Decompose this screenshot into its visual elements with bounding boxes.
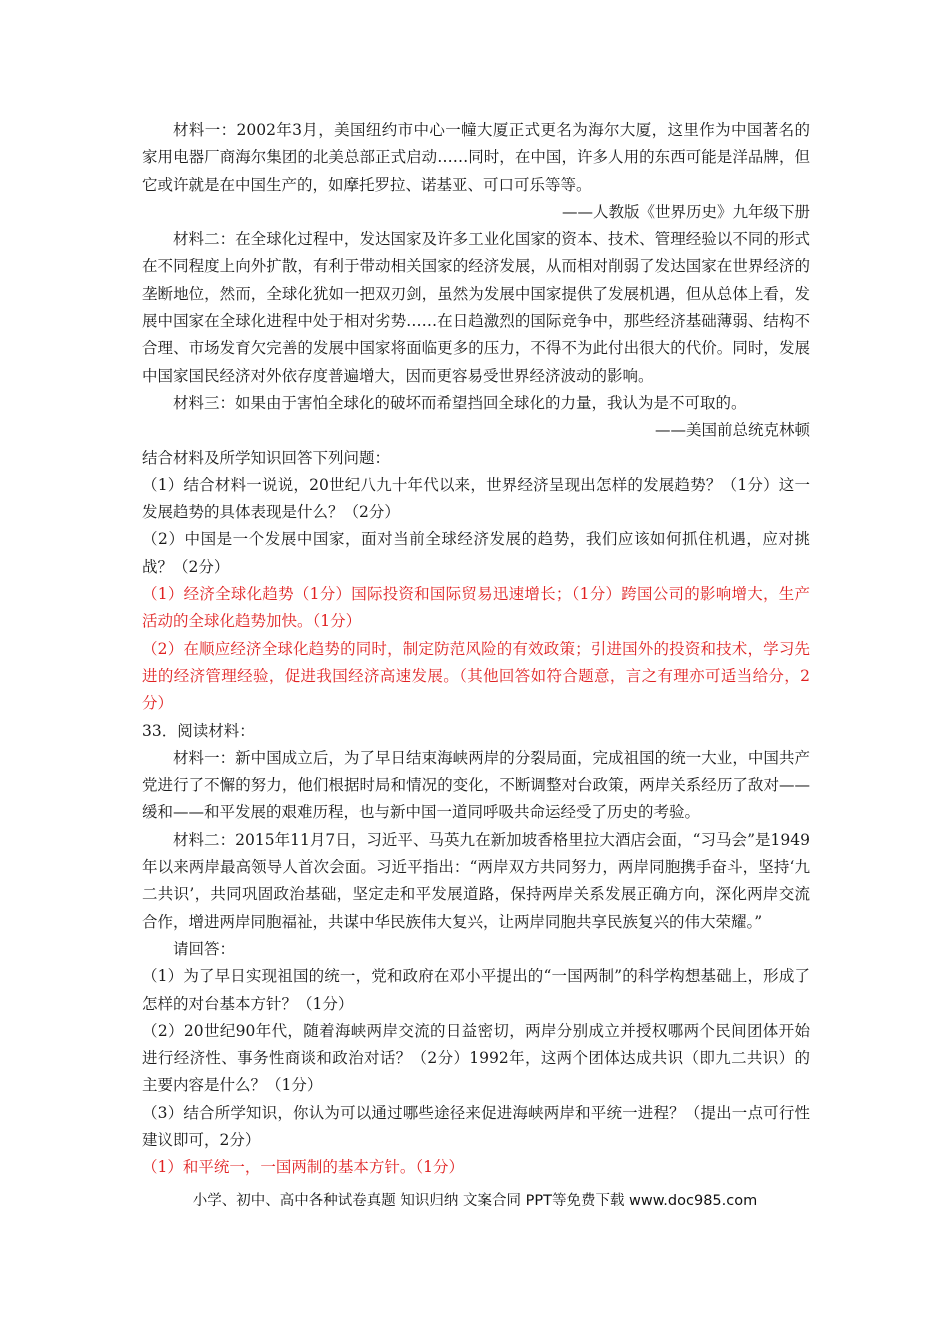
q32-material-3: 材料三：如果由于害怕全球化的破坏而希望挡回全球化的力量，我认为是不可取的。 [173, 393, 747, 412]
q32-prompt: 结合材料及所学知识回答下列问题： [142, 448, 391, 467]
q32-question-1: （1）结合材料一说说，20世纪八九十年代以来，世界经济呈现出怎样的发展趋势？（1分）这一发展趋势的具体表现是什么？（2分） [142, 475, 810, 522]
q33-question-3: （3）结合所学知识，你认为可以通过哪些途径来促进海峡两岸和平统一进程？（提出一点可行性建议即可，2分） [142, 1103, 810, 1149]
q32-material-1-source: ——人教版《世界历史》九年级下册 [561, 202, 810, 221]
q32-answer-1: （1）经济全球化趋势（1分）国际投资和国际贸易迅速增长；（1分）跨国公司的影响增大，生产活动的全球化趋势加快。（1分） [142, 585, 810, 631]
q32-question-2: （2）中国是一个发展中国家，面对当前全球经济发展的趋势，我们应该如何抓住机遇，应对挑战？（2分） [142, 530, 810, 576]
q33-question-1: （1）为了早日实现祖国的统一，党和政府在邓小平提出的“一国两制”的科学构想基础上，形成了怎样的对台基本方针？（1分） [142, 967, 810, 1013]
q32-material-2: 材料二：在全球化过程中，发达国家及许多工业化国家的资本、技术、管理经验以不同的形式在不同程度上向外扩散，有利于带动相关国家的经济发展，从而相对削弱了发达国家在世界经济的垄断地位，然而，全球化犹如一把双刃剑，虽然为发展中国家提供了发展机遇，但从总体上看，发展中国家在全球化进程中处于相对劣势……在日趋激烈的国际竞争中，那些经济基础薄弱、结构不合理、市场发育欠完善的发展中国家将面临更多的压力，不得不为此付出很大的代价。同时，发展中国家国民经济对外依存度普遍增大，因而更容易受世界经济波动的影响。 [142, 230, 810, 385]
q33-prompt: 请回答： [173, 939, 236, 958]
q33-answer-1: （1）和平统一，一国两制的基本方针。（1分） [142, 1158, 464, 1177]
document-body [142, 117, 810, 1182]
q33-question-2: （2）20世纪90年代，随着海峡两岸交流的日益密切，两岸分别成立并授权哪两个民间团体开始进行经济性、事务性商谈和政治对话？（2分）1992年，这两个团体达成共识（即九二共识）的主要内容是什么？（1分） [142, 1021, 810, 1095]
q32-answer-2: （2）在顺应经济全球化趋势的同时，制定防范风险的有效政策；引进国外的投资和技术，学习先进的经济管理经验，促进我国经济高速发展。（其他回答如符合题意，言之有理亦可适当给分，2分） [142, 639, 810, 713]
q33-heading: 33．阅读材料： [142, 721, 255, 740]
page-footer: 小学、初中、高中各种试卷真题 知识归纳 文案合同 PPT等免费下载 www.doc985.com [192, 1193, 758, 1209]
q33-material-1: 材料一：新中国成立后，为了早日结束海峡两岸的分裂局面，完成祖国的统一大业，中国共产党进行了不懈的努力，他们根据时局和情况的变化，不断调整对台政策，两岸关系经历了敌对——缓和——和平发展的艰难历程，也与新中国一道同呼吸共命运经受了历史的考验。 [142, 748, 810, 822]
q32-material-3-source: ——美国前总统克林顿 [654, 421, 810, 440]
q32-material-1: 材料一：2002年3月，美国纽约市中心一幢大厦正式更名为海尔大厦，这里作为中国著名的家用电器厂商海尔集团的北美总部正式启动……同时，在中国，许多人用的东西可能是洋品牌，但它或许就是在中国生产的，如摩托罗拉、诺基亚、可口可乐等等。 [142, 121, 810, 194]
q33-material-2: 材料二：2015年11月7日，习近平、马英九在新加坡香格里拉大酒店会面，“习马会”是1949年以来两岸最高领导人首次会面。习近平指出：“两岸双方共同努力，两岸同胞携手奋斗，坚持‘九二共识’，共同巩固政治基础，坚定走和平发展道路，保持两岸关系发展正确方向，深化两岸交流合作，增进两岸同胞福祉，共谋中华民族伟大复兴，让两岸同胞共享民族复兴的伟大荣耀。” [142, 830, 810, 931]
